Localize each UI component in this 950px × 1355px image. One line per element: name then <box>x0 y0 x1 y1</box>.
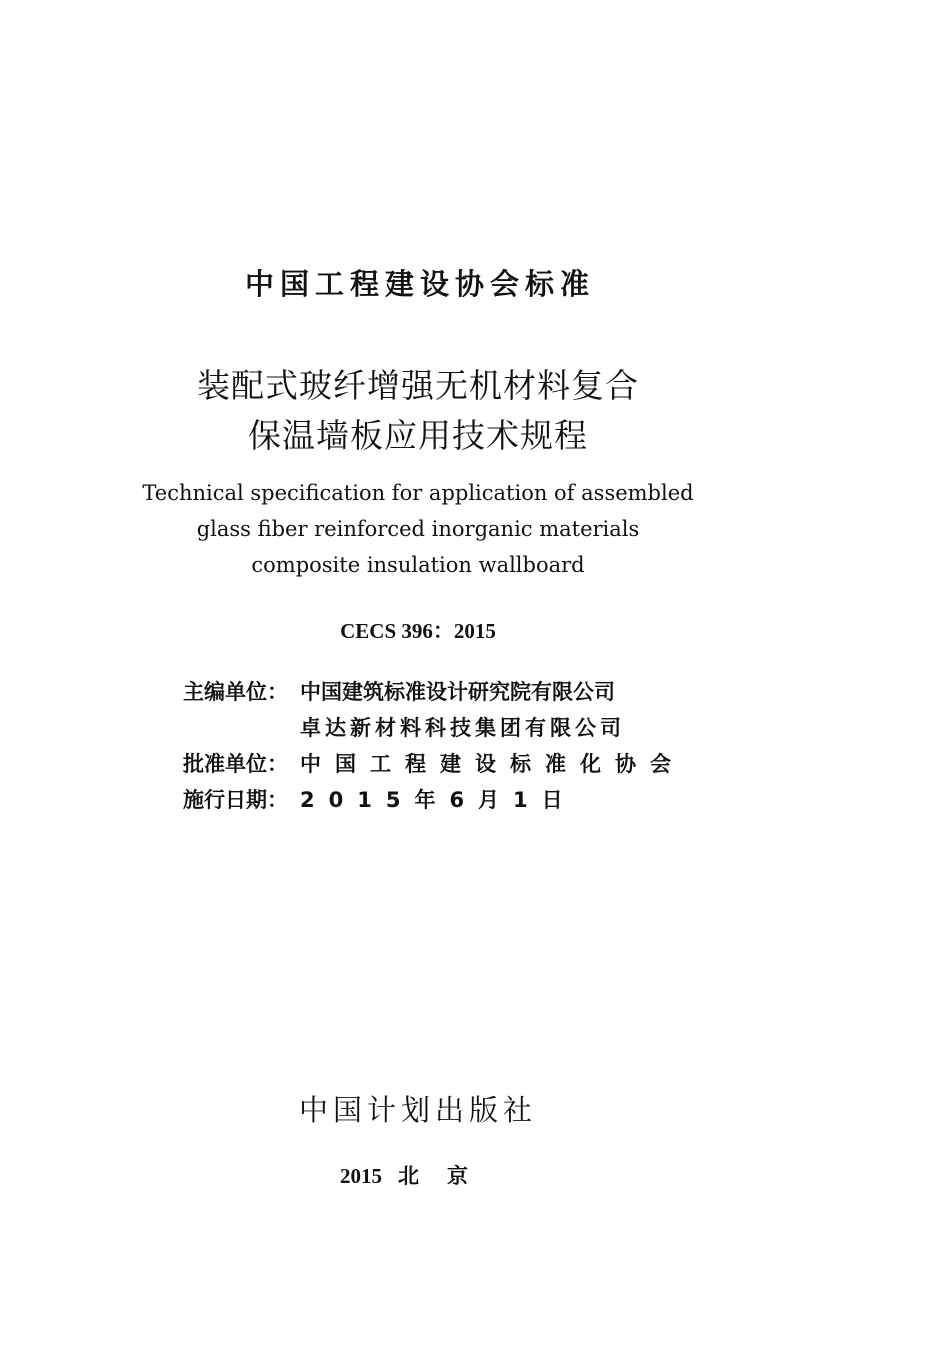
approver-row <box>183 748 685 778</box>
effective-date-value: 2015年6月1日 <box>300 788 577 812</box>
publication-place <box>0 1160 836 1190</box>
approver-value: 中国工程建设标准化协会 <box>300 752 685 776</box>
publisher: 中国计划出版社 <box>298 1093 537 1127</box>
approver-label: 批准单位： <box>183 752 288 776</box>
title-en-line-1: Technical specification for application of assembled <box>142 481 694 505</box>
chief-editor-label: 主编单位： <box>183 680 288 704</box>
title-en-line-2: glass fiber reinforced inorganic materials <box>196 517 640 541</box>
effective-date-row <box>183 784 577 814</box>
chief-editor-2: 卓达新材料科技集团有限公司 <box>300 716 625 740</box>
chief-editor-1: 中国建筑标准设计研究院有限公司 <box>300 680 615 704</box>
chief-editor-row-2 <box>183 712 625 742</box>
chief-editor-row <box>183 676 615 706</box>
title-cn-line-2: 保温墙板应用技术规程 <box>248 416 588 455</box>
title-cn-line-1: 装配式玻纤增强无机材料复合 <box>197 366 639 405</box>
title-en-line-3: composite insulation wallboard <box>251 553 585 577</box>
publication-year: 2015 <box>340 1164 382 1188</box>
organization-header: 中国工程建设协会标准 <box>244 267 595 301</box>
effective-date-label: 施行日期： <box>183 788 288 812</box>
publication-city: 北京 <box>398 1164 496 1188</box>
standard-code: CECS 396：2015 <box>340 619 496 643</box>
